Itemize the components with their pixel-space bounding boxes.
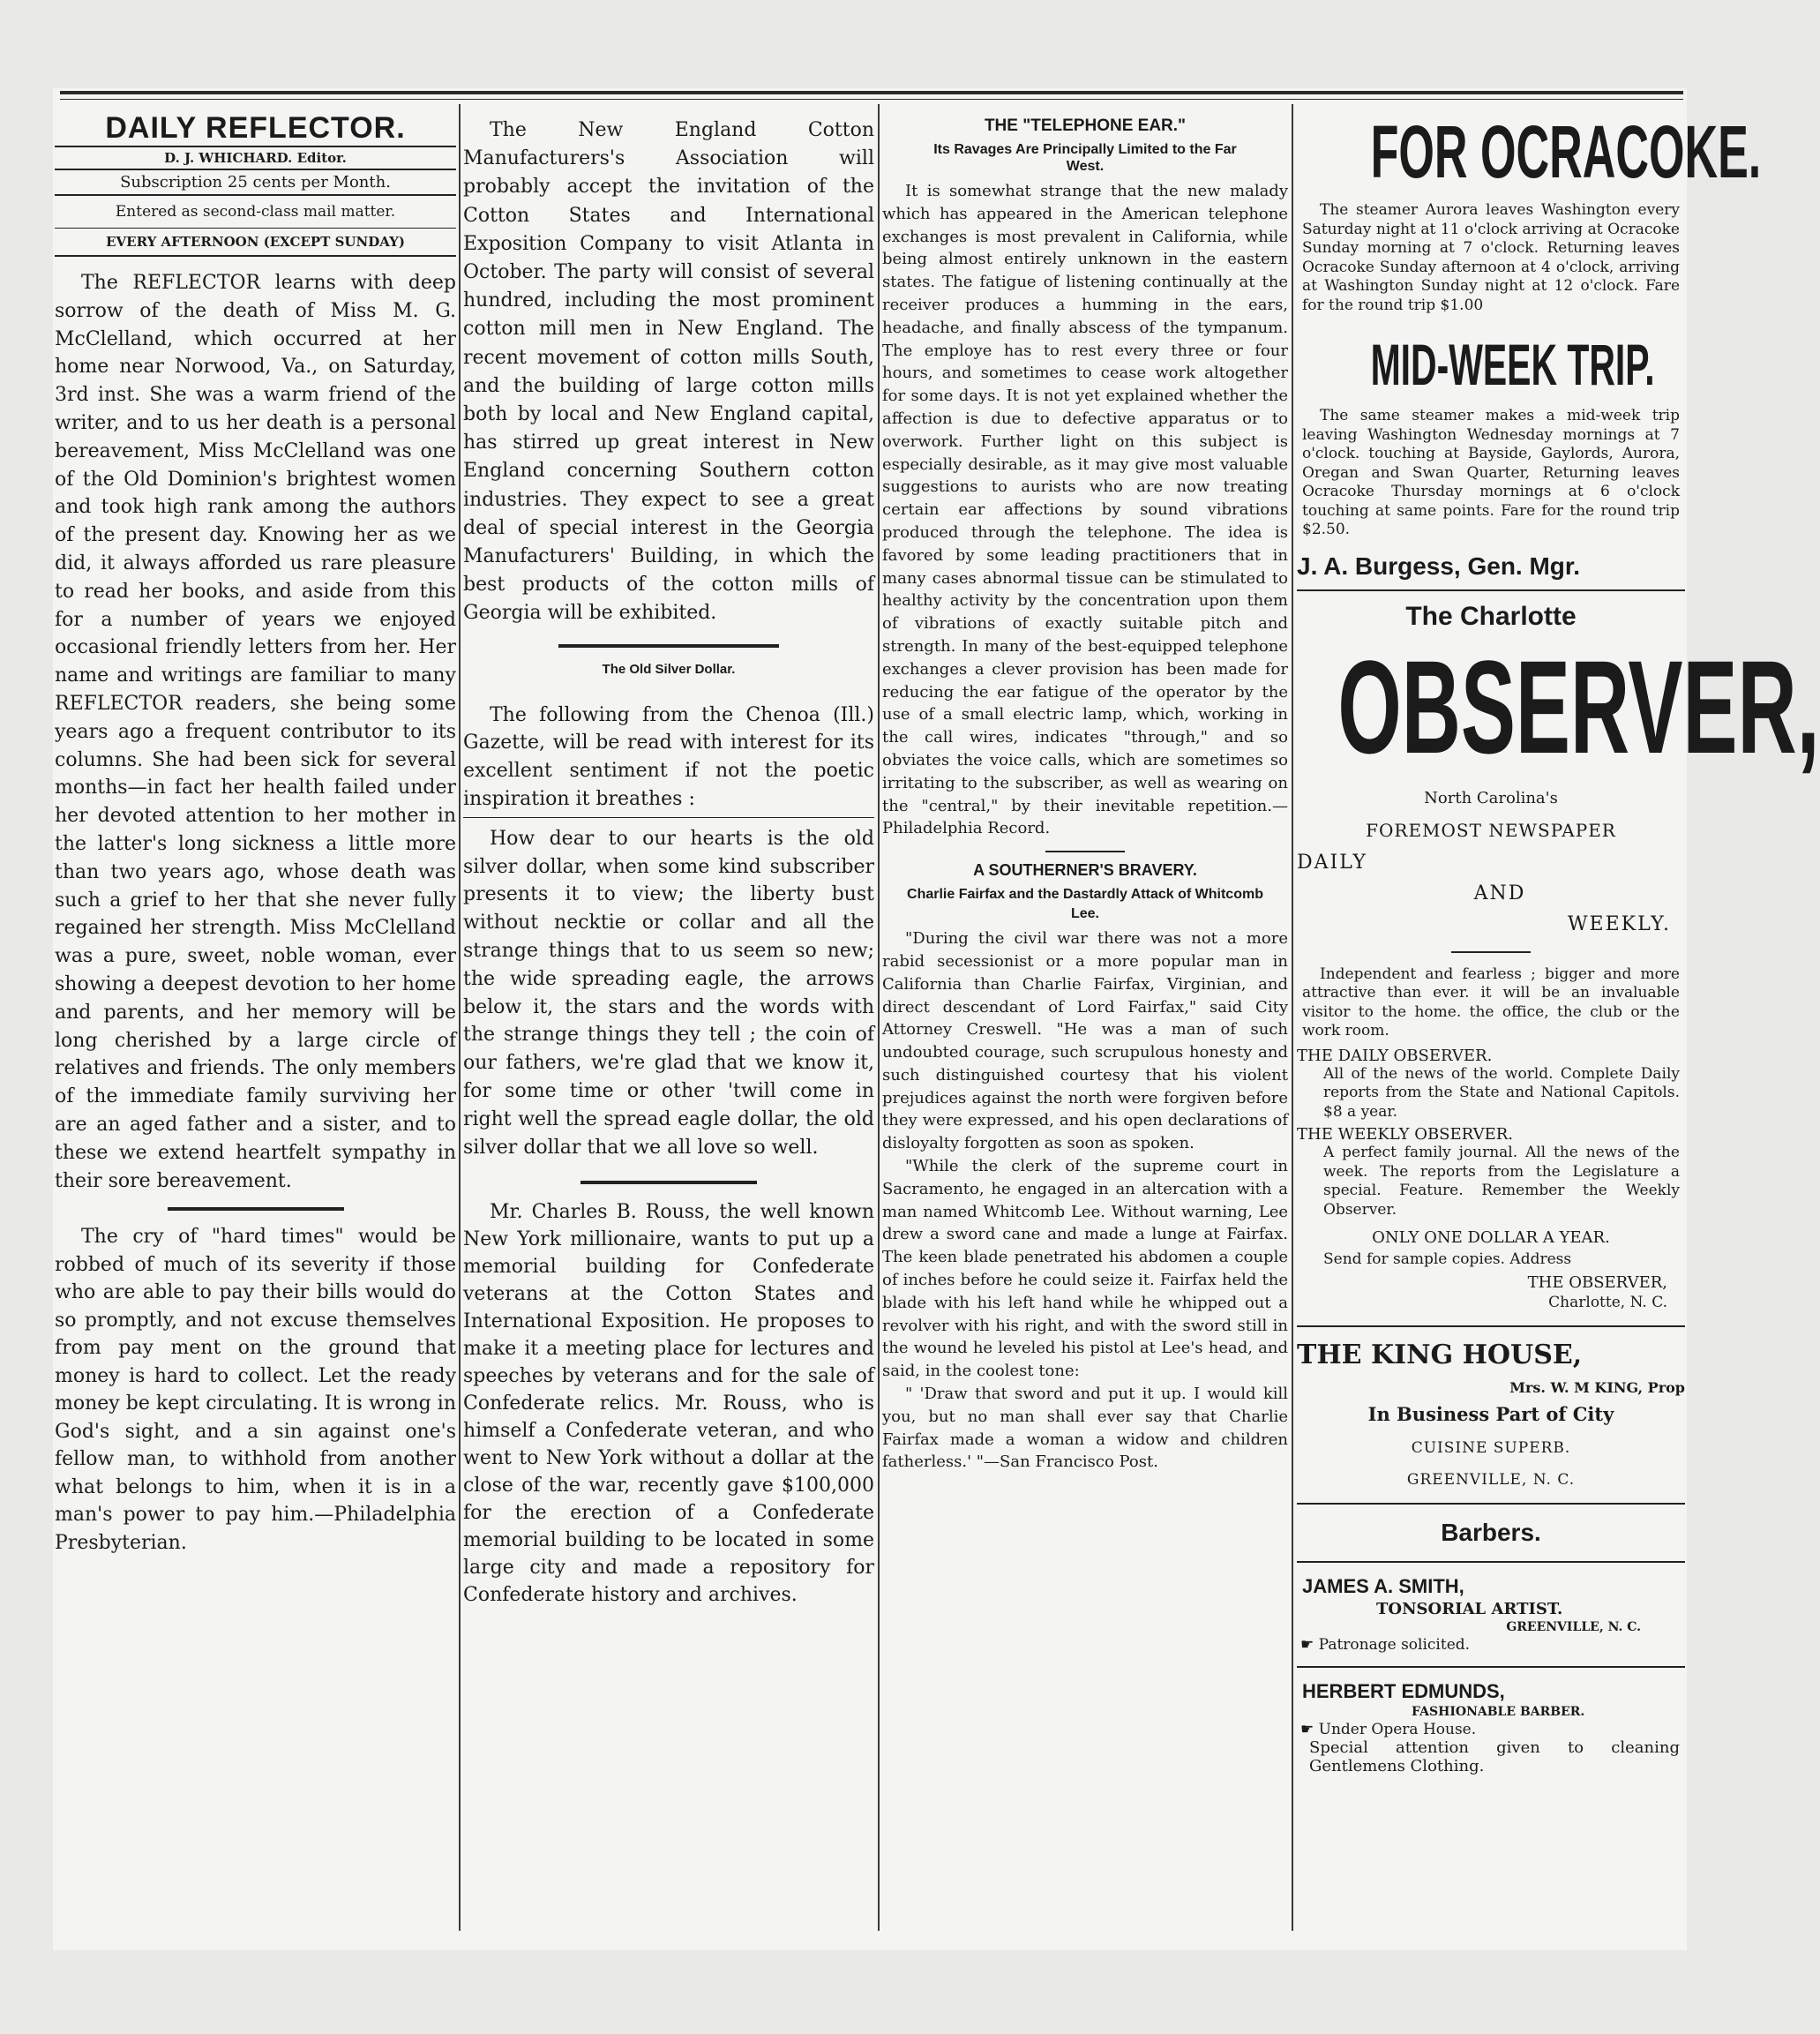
article-separator: [168, 1207, 344, 1211]
ocracoke-title: FOR OCRACOKE.: [1370, 110, 1762, 193]
observer-name: OBSERVER,: [1337, 632, 1820, 781]
king-house-title: THE KING HOUSE,: [1297, 1339, 1583, 1370]
column-divider-1: [459, 104, 461, 1931]
southerner-paragraph-1: "During the civil war there was not a more rabid secessionist or a more popular man in California than Charlie Fairfax, Virginian, and direct descendant of Lord Fairfax," said City Attorney Creswell. "He was a man of such undoubted courage, such scrupulous honesty and such distinguished courtesy that his violent prejudices against the north were forgiven before they were expressed, and his open declarations of disloyalty forgotten as soon as spoken.: [882, 929, 1288, 1153]
top-rule-thin: [60, 99, 1683, 100]
subscription-line: Subscription 25 cents per Month.: [55, 170, 456, 196]
schedule-line: EVERY AFTERNOON (EXCEPT SUNDAY): [55, 229, 456, 257]
hard-times-article: The cry of "hard times" would be robbed of much of its severity if those who are able to pay their bills would do so promptly, and not excuse themselves from pay ment on the ground that money is hard to collect. Let the ready money be kept circulating. It is wrong in God's sight, and a sin against one's fellow man, to withhold from another what belongs to him, when it is in a man's power to pay him.—Philadelphia Presbyterian.: [55, 1226, 456, 1554]
edmunds-name: HERBERT EDMUNDS,: [1302, 1679, 1505, 1702]
observer-description: Independent and fearless ; bigger and more attractive than ever. it will be an invaluable visitor to the home. the office, the club or the work room.: [1302, 964, 1680, 1040]
column-3: [882, 106, 1288, 1950]
silver-dollar-title: The Old Silver Dollar.: [602, 661, 736, 677]
observer-weekly: WEEKLY.: [1567, 912, 1671, 935]
edmunds-title: FASHIONABLE BARBER.: [1412, 1704, 1585, 1719]
article-separator: [1045, 851, 1125, 852]
observer-daily: DAILY: [1297, 851, 1367, 874]
article-separator: [580, 1181, 757, 1184]
intro-rule: [463, 817, 874, 818]
cotton-article: The New England Cotton Manufacturers's Association will probably accept the invitation of the Cotton States and International Exposition Company to visit Atlanta in October. The party will consist of several hundred, including the most prominent cotton mill men in New England. The recent movement of cotton mills South, and the building of large cotton mills both by local and New England capital, has stirred up great interest in New England concerning Southern cotton industries. They expect to see a great deal of special interest in the Georgia Manufacturers' Building, in which the best products of the cotton mills of Georgia will be exhibited.: [463, 119, 874, 625]
king-house-location: In Business Part of City: [1367, 1402, 1614, 1425]
midweek-title: MID-WEEK TRIP.: [1370, 332, 1655, 397]
silver-dollar-poem: How dear to our hearts is the old silver dollar, when some kind subscriber presents it to view; the liberty bust without necktie or collar and all the strange things that to us seem so new; the wide spreading eagle, the arrows below it, the stars and the words with the strange things they tell ; the coin of our fathers, we're glad that we know it, for some time or other 'twill come in right well the spread eagle dollar, the old silver dollar that we all love so well.: [463, 827, 874, 1159]
editor-line: D. J. WHICHARD. Editor.: [55, 146, 456, 170]
smith-title: TONSORIAL ARTIST.: [1376, 1599, 1563, 1618]
southerner-title: A SOUTHERNER'S BRAVERY.: [973, 861, 1197, 880]
telephone-ear-article: It is somewhat strange that the new malady which has appeared in the American telephone exchanges is most prevalent in California, while being almost entirely unknown in the eastern states. The fatigue of listening continually at the receiver produces a humming in the ears, headache, and finally abscess of the tympanum. The employe has to rest every three or four hours, and sometimes to cease work altogether for some days. It is not yet explained whether the affection is due to defective apparatus or to overwork. Further light on this subject is especially desirable, as it may give most valuable suggestions to aurists who are now treating certain ear affections by sound vibrations produced through the telephone. The idea is favored by some leading practitioners that in many cases abnormal tissue can be stimulated to healthy activity by the concentration upon them of vibrations of exactly suitable pitch and strength. In many of the best-equipped telephone exchanges a clever provision has been made for reducing the ear fatigue of the operator by the use of a small electric lamp, which, working in the call wires, indicates "through," and so obviates the voice calls, which are sometimes so irritating to the subscriber, as well as wearing on the "central," by their inevitable repetition.—Philadelphia Record.: [882, 182, 1288, 838]
column-4: [1297, 106, 1820, 1950]
column-divider-3: [1292, 104, 1293, 1931]
smith-town: GREENVILLE, N. C.: [1506, 1619, 1641, 1634]
southerner-paragraph-2: "While the clerk of the supreme court in Sacramento, he engaged in an altercation with a man named Whitcomb Lee. Without warning, Lee drew a sword cane and made a lunge at Fairfax. The keen blade penetrated his abdomen a couple of inches before he could seize it. Fairfax held the blade with his left hand while he whipped out a revolver with his right, and with the sword still in the wound he leveled his pistol at Lee's head, and said, in the coolest tone:: [882, 1157, 1288, 1381]
observer-separator: [1451, 951, 1531, 953]
king-house-proprietor: Mrs. W. M KING, Prop: [1509, 1378, 1685, 1396]
observer-address-1: THE OBSERVER,: [1527, 1272, 1667, 1292]
masthead: DAILY REFLECTOR.: [105, 111, 406, 145]
telephone-ear-subtitle: Its Ravages Are Principally Limited to the Far West.: [933, 142, 1237, 174]
one-dollar-line: ONLY ONE DOLLAR A YEAR.: [1372, 1228, 1610, 1247]
barbers-heading: Barbers.: [1441, 1518, 1541, 1546]
king-house-town: GREENVILLE, N. C.: [1406, 1470, 1576, 1489]
column-2: [463, 106, 874, 1950]
entered-line: Entered as second-class mail matter.: [55, 196, 456, 229]
ad-divider: [1297, 1666, 1685, 1668]
rouss-article: Mr. Charles B. Rouss, the well known New York millionaire, wants to put up a memorial building for Confederate veterans at the Cotton States and International Exposition. He proposes to make it a meeting place for lectures and speeches by veterans and for the sale of Confederate relics. Mr. Rouss, who is himself a Confederate veteran, and who went to New York without a dollar at the close of the war, recently gave $100,000 for the erection of a Confederate memorial building to be located in some large city and made a repository for Confederate history and archives.: [463, 1201, 874, 1607]
midweek-ad: The same steamer makes a mid-week trip leaving Washington Wednesday mornings at 7 o'clock. touching at Bayside, Gaylords, Aurora, Oregan and Swan Quarter, Returning leaves Ocracoke Thursday mornings at 6 o'clock touching at same points. Fare for the round trip $2.50.: [1302, 407, 1680, 538]
ad-divider: [1297, 1503, 1685, 1505]
smith-note: ☛ Patronage solicited.: [1300, 1635, 1471, 1654]
observer-foremost: FOREMOST NEWSPAPER: [1366, 819, 1616, 841]
sample-copies-line: Send for sample copies. Address: [1323, 1250, 1572, 1268]
southerner-subtitle: Charlie Fairfax and the Dastardly Attack of Whitcomb Lee.: [907, 887, 1263, 922]
ad-divider: [1297, 1325, 1685, 1327]
weekly-observer-body: A perfect family journal. All the news of the week. The reports from the Legislature a special. Feature. Remember the Weekly Observer.: [1323, 1144, 1680, 1219]
ad-divider: [1297, 1561, 1685, 1563]
ocracoke-ad: The steamer Aurora leaves Washington every Saturday night at 11 o'clock arriving at Ocracoke Sunday morning at 7 o'clock. Returning leaves Ocracoke Sunday afternoon at 4 o'clock, arriving at Washington Sunday night at 12 o'clock. Fare for the round trip $1.00: [1302, 201, 1680, 314]
southerner-paragraph-3: " 'Draw that sword and put it up. I would kill you, but no man shall ever say that Charlie Fairfax made a woman a widow and children fatherless.' "—San Francisco Post.: [882, 1385, 1288, 1472]
observer-the-charlotte: The Charlotte: [1405, 601, 1577, 631]
column-divider-2: [878, 104, 880, 1931]
obituary-article: The REFLECTOR learns with deep sorrow of the death of Miss M. G. McClelland, which occurred at her home near Norwood, Va., on Saturday, 3rd inst. She was a warm friend of the writer, and to us her death is a personal bereavement, Miss McClelland was one of the Old Dominion's brightest women and took high rank among the authors of the present day. Knowing her as we did, it always afforded us rare pleasure to read her books, and aside from this for a number of years we enjoyed occasional friendly letters from her. Her name and writings are familiar to many REFLECTOR readers, she being some years ago a frequent contributor to its columns. She had been sick for several months—in fact her health failed under her devoted attention to her mother in the latter's long sickness a little more than two years ago, whose death was such a grief to her that she never fully regained her strength. Miss McClelland was a pure, sweet, noble woman, ever showing a deepest devotion to her home and parents, and her memory will be long cherished by a large circle of relatives and friends. The only members of the immediate family surviving her are an aged father and a sister, and to these we extend heartfelt sympathy in their sore bereavement.: [55, 272, 456, 1192]
edmunds-location: ☛ Under Opera House.: [1300, 1720, 1477, 1738]
edmunds-note: Special attention given to cleaning Gentlemens Clothing.: [1309, 1738, 1680, 1775]
smith-name: JAMES A. SMITH,: [1302, 1574, 1464, 1597]
weekly-observer-head: THE WEEKLY OBSERVER.: [1297, 1125, 1513, 1144]
observer-and: AND: [1473, 882, 1526, 904]
manager-line: J. A. Burgess, Gen. Mgr.: [1297, 552, 1581, 580]
article-separator: [558, 644, 779, 648]
daily-observer-head: THE DAILY OBSERVER.: [1297, 1046, 1493, 1065]
ad-divider: [1297, 589, 1685, 591]
king-house-cuisine: CUISINE SUPERB.: [1411, 1438, 1571, 1457]
observer-address-2: Charlotte, N. C.: [1548, 1294, 1667, 1311]
telephone-ear-title: THE "TELEPHONE EAR.": [984, 116, 1187, 135]
silver-dollar-intro: The following from the Chenoa (Ill.) Gazette, will be read with interest for its excellent sentiment if not the poetic inspiration it breathes :: [463, 703, 874, 811]
observer-nc: North Carolina's: [1424, 788, 1558, 807]
column-1: [55, 106, 456, 1950]
daily-observer-body: All of the news of the world. Complete Daily reports from the State and National Capitols. $8 a year.: [1323, 1064, 1680, 1121]
top-rule: [60, 91, 1683, 94]
